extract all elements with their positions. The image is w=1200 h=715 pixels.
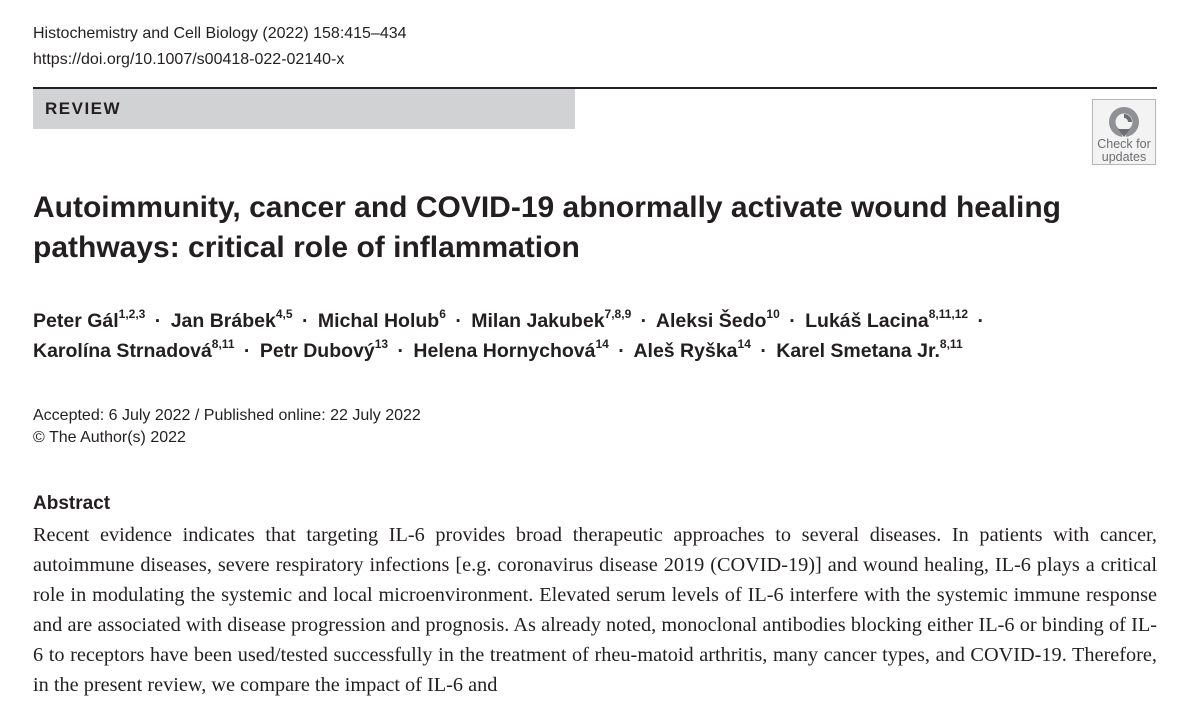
- author-name-text: Lukáš Lacina: [805, 310, 929, 332]
- author-name-text: Aleš Ryška: [633, 340, 738, 362]
- author-list: [33, 306, 1133, 366]
- abstract-heading: Abstract: [33, 493, 111, 514]
- author-name: [805, 306, 969, 332]
- author-name-text: Peter Gál: [33, 310, 119, 332]
- author-name-text: Helena Hornychová: [413, 340, 596, 362]
- author-name-text: Milan Jakubek: [471, 310, 605, 332]
- author-name-text: Karel Smetana Jr.: [776, 340, 940, 362]
- check-for-updates-icon: [1107, 105, 1141, 139]
- author-name: [413, 336, 609, 362]
- author-separator: ·: [455, 310, 462, 332]
- author-name: [655, 306, 780, 332]
- author-name-text: Michal Holub: [317, 310, 440, 332]
- abstract-text: Recent evidence indicates that targeting IL-6 provides broad therapeutic approaches to several diseases. In patients with cancer, autoimmune diseases, severe respiratory infections [e.g. coronavirus disease 2019 (COVID-19)] and wound healing, IL-6 plays a critical role in modulating the systemic and local microenvironment. Elevated serum levels of IL-6 interfere with the systemic immune response and are associated with disease progression and prognosis. As already noted, monoclonal antibodies blocking either IL-6 or binding of IL-6 to receptors have been used/tested successfully in the treatment of rheu-matoid arthritis, many cancer types, and COVID-19. Therefore, in the present review, we compare the impact of IL-6 and: [33, 524, 1157, 696]
- author-name: [633, 336, 751, 362]
- author-separator: ·: [789, 310, 796, 332]
- author-name-text: Jan Brábek: [170, 310, 276, 332]
- author-separator: ·: [760, 340, 767, 362]
- author-affiliation-marker: 1,2,3: [118, 306, 146, 321]
- author-name: [33, 306, 146, 332]
- author-name-text: Karolína Strnadová: [33, 340, 212, 362]
- author-affiliation-marker: 8,11,12: [928, 306, 969, 321]
- author-separator: ·: [154, 310, 162, 332]
- author-name: [776, 336, 963, 362]
- author-affiliation-marker: 8,11: [211, 336, 235, 351]
- author-separator: ·: [243, 340, 251, 362]
- author-name: [317, 306, 446, 332]
- author-name: [170, 306, 293, 332]
- journal-citation: Histochemistry and Cell Biology (2022) 158:415–434: [33, 25, 407, 42]
- section-label: REVIEW: [45, 99, 122, 118]
- check-for-updates-label: Check for updates: [1097, 137, 1151, 164]
- author-separator: ·: [618, 340, 625, 362]
- author-affiliation-marker: 8,11: [939, 336, 963, 351]
- author-name-text: Aleksi Šedo: [655, 310, 767, 332]
- article-title: Autoimmunity, cancer and COVID-19 abnormally activate wound healing pathways: critical role of inflammation: [33, 191, 1061, 264]
- copyright-notice: © The Author(s) 2022: [33, 429, 186, 446]
- author-affiliation-marker: 6: [439, 306, 446, 321]
- author-name: [33, 336, 235, 362]
- author-affiliation-marker: 7,8,9: [604, 306, 632, 321]
- author-name: [471, 306, 632, 332]
- check-for-updates-button[interactable]: [1092, 99, 1156, 165]
- author-name-text: Petr Dubový: [259, 340, 375, 362]
- author-affiliation-marker: 10: [766, 306, 780, 321]
- publication-dates: Accepted: 6 July 2022 / Published online: 22 July 2022: [33, 407, 421, 424]
- author-affiliation-marker: 4,5: [275, 306, 293, 321]
- author-name: [259, 336, 389, 362]
- author-separator: ·: [301, 310, 309, 332]
- doi-link[interactable]: https://doi.org/10.1007/s00418-022-02140-x: [33, 51, 345, 68]
- author-affiliation-marker: 14: [737, 336, 751, 351]
- author-separator: ·: [397, 340, 404, 362]
- section-banner: [33, 89, 575, 129]
- author-affiliation-marker: 13: [374, 336, 389, 351]
- author-affiliation-marker: 14: [595, 336, 609, 351]
- author-separator: ·: [640, 310, 648, 332]
- author-separator: ·: [977, 310, 984, 332]
